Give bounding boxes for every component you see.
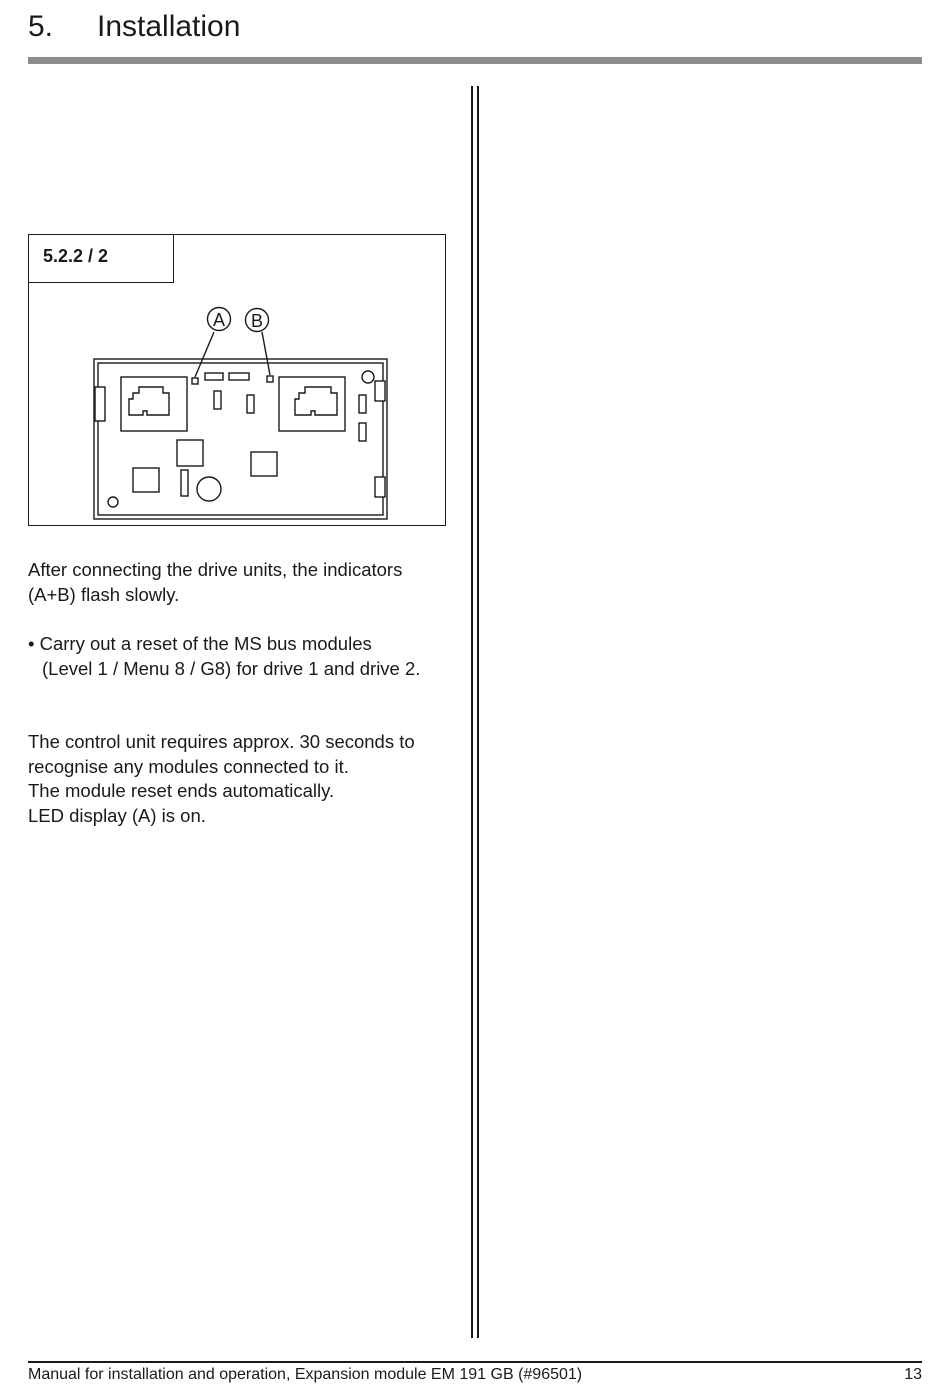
chapter-number: 5.: [28, 10, 54, 43]
text-line: LED display (A) is on.: [28, 804, 206, 826]
column-divider-left: [471, 86, 473, 1338]
text-line: (A+B) flash slowly.: [28, 583, 180, 605]
chip-1: [177, 440, 203, 466]
figure-box: [28, 234, 446, 526]
board-outer-outline: [94, 359, 387, 519]
column-divider-right: [477, 86, 479, 1338]
bullet-line-continued: (Level 1 / Menu 8 / G8) for drive 1 and drive 2.: [42, 657, 421, 679]
header-rule: [28, 57, 922, 64]
text-line: recognise any modules connected to it.: [28, 755, 349, 777]
chip-2: [251, 452, 277, 476]
text-line: The control unit requires approx. 30 seconds to: [28, 731, 415, 752]
paragraph-indicators: [28, 558, 402, 607]
bullet-line: • Carry out a reset of the MS bus modules: [28, 633, 372, 654]
right-edge-connector-bottom: [375, 477, 385, 497]
mounting-hole-top-right: [362, 371, 374, 383]
rj-socket-right-port: [295, 387, 337, 415]
rj-socket-left-port: [129, 387, 169, 415]
text-line: The module reset ends automatically.: [28, 780, 335, 801]
component-vertical-2: [247, 395, 254, 413]
mounting-hole-bottom-left: [108, 497, 118, 507]
led-b: [267, 376, 273, 382]
component-top-2: [229, 373, 249, 380]
callout-letter-a: A: [212, 310, 226, 330]
capacitor-round: [197, 477, 221, 501]
led-a: [192, 378, 198, 384]
chip-3: [133, 468, 159, 492]
leader-line-b: [262, 332, 270, 375]
text-line: After connecting the drive units, the indicators: [28, 559, 403, 580]
component-vertical-4: [359, 423, 366, 441]
left-edge-connector: [95, 387, 105, 421]
chapter-title: Installation: [97, 10, 241, 43]
component-vertical-1: [214, 391, 221, 409]
paragraph-control-unit: [28, 730, 415, 828]
callout-letter-b: B: [250, 311, 264, 331]
rj-socket-right: [279, 377, 345, 431]
right-edge-connector-top: [375, 381, 385, 401]
component-vertical-5: [181, 470, 188, 496]
footer-rule: [28, 1361, 922, 1363]
component-vertical-3: [359, 395, 366, 413]
component-top-1: [205, 373, 223, 380]
page-number: 13: [904, 1366, 922, 1383]
figure-label: 5.2.2 / 2: [29, 235, 174, 283]
bullet-reset: [28, 632, 420, 681]
rj-socket-left: [121, 377, 187, 431]
footer-document-title: Manual for installation and operation, Expansion module EM 191 GB (#96501): [28, 1366, 583, 1383]
leader-line-a: [195, 332, 214, 377]
